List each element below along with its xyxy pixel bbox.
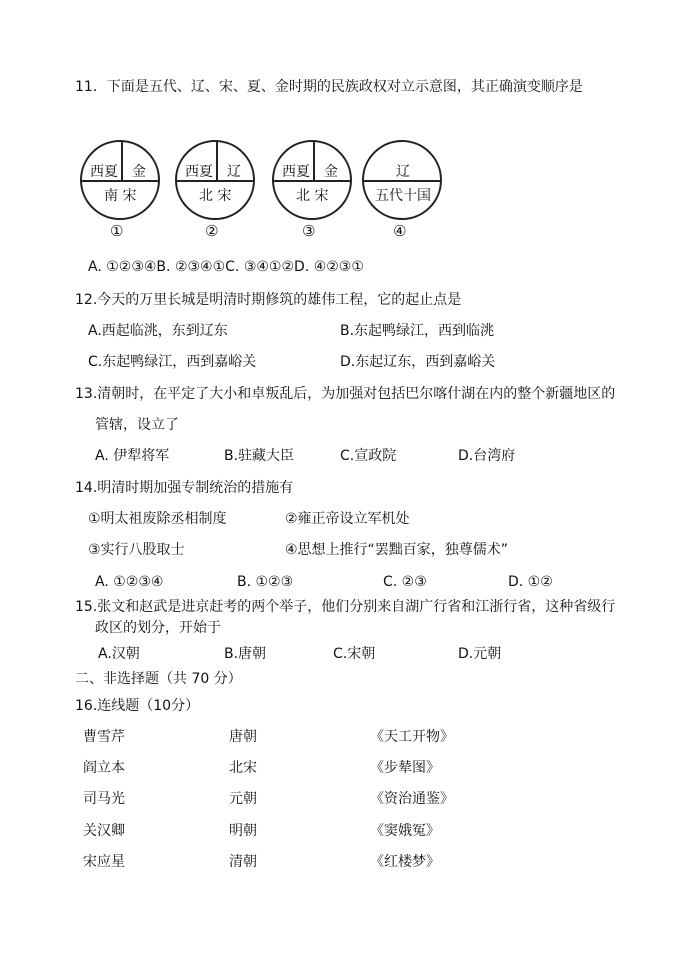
q16-work: 《步辇图》 xyxy=(370,760,440,776)
diagram-3 xyxy=(272,140,352,220)
diagram-3-top-right: 金 xyxy=(324,164,338,180)
q12-option-b: B.东起鸭绿江，西到临洮 xyxy=(340,323,495,339)
q16-person: 曹雪芹 xyxy=(83,729,125,745)
q13-stem-line2: 管辖，设立了 xyxy=(95,417,179,433)
q11-options: A. ①②③④B. ②③④①C. ③④①②D. ④②③① xyxy=(88,259,364,275)
q15-stem-line1: 15.张文和赵武是进京赶考的两个举子，他们分别来自湖广行省和江浙行省，这种省级行 xyxy=(75,599,616,615)
q14-item-4: ④思想上推行“罢黜百家，独尊儒术” xyxy=(285,542,509,558)
q16-person: 关汉卿 xyxy=(83,823,125,839)
q15-option-c: C.宋朝 xyxy=(333,646,376,662)
q16-person: 司马光 xyxy=(83,791,125,807)
q16-dynasty: 北宋 xyxy=(229,760,257,776)
q14-item-1: ①明太祖废除丞相制度 xyxy=(88,511,227,527)
q14-option-a: A. ①②③④ xyxy=(95,574,164,590)
q15-option-b: B.唐朝 xyxy=(224,646,267,662)
diagram-1-top-right: 金 xyxy=(132,164,146,180)
diagram-2 xyxy=(175,140,255,220)
diagram-3-label: ③ xyxy=(302,222,316,240)
q16-dynasty: 明朝 xyxy=(229,823,257,839)
q14-item-3: ③实行八股取士 xyxy=(88,542,185,558)
diagram-4-top: 辽 xyxy=(396,164,410,180)
diagram-4 xyxy=(362,140,442,220)
q13-option-b: B.驻藏大臣 xyxy=(224,448,295,464)
q12-option-a: A.西起临洮，东到辽东 xyxy=(88,323,228,339)
q13-stem-line1: 13.清朝时，在平定了大小和卓叛乱后，为加强对包括巴尔喀什湖在内的整个新疆地区的 xyxy=(75,386,616,402)
q14-option-c: C. ②③ xyxy=(383,574,427,590)
q15-option-a: A.汉朝 xyxy=(98,646,140,662)
q16-work: 《资治通鉴》 xyxy=(370,791,454,807)
diagram-3-bottom: 北 宋 xyxy=(296,188,329,204)
diagram-1-top-left: 西夏 xyxy=(90,164,118,180)
q11-stem: 11．下面是五代、辽、宋、夏、金时期的民族政权对立示意图，其正确演变顺序是 xyxy=(75,79,583,95)
q14-option-d: D. ①② xyxy=(508,574,553,590)
diagram-2-top-left: 西夏 xyxy=(185,164,213,180)
q16-work: 《窦娥冤》 xyxy=(370,823,440,839)
q16-work: 《红楼梦》 xyxy=(370,854,440,870)
diagram-3-top-left: 西夏 xyxy=(282,164,310,180)
diagram-1 xyxy=(80,140,160,220)
q16-person: 阎立本 xyxy=(83,760,125,776)
diagram-4-label: ④ xyxy=(393,222,407,240)
q12-stem: 12.今天的万里长城是明清时期修筑的雄伟工程，它的起止点是 xyxy=(75,292,462,308)
q16-work: 《天工开物》 xyxy=(370,729,454,745)
q14-stem: 14.明清时期加强专制统治的措施有 xyxy=(75,480,294,496)
diagram-2-bottom: 北 宋 xyxy=(199,188,232,204)
q12-option-d: D.东起辽东，西到嘉峪关 xyxy=(340,354,496,370)
diagram-2-label: ② xyxy=(205,222,219,240)
diagram-2-top-right: 辽 xyxy=(227,164,241,180)
q16-dynasty: 元朝 xyxy=(229,791,257,807)
diagram-4-bottom: 五代十国 xyxy=(375,188,431,204)
section-2-heading: 二、非选择题（共 70 分） xyxy=(75,671,242,687)
q12-option-c: C.东起鸭绿江，西到嘉峪关 xyxy=(88,354,257,370)
diagram-1-bottom: 南 宋 xyxy=(104,188,137,204)
q15-option-d: D.元朝 xyxy=(458,646,502,662)
q13-option-c: C.宣政院 xyxy=(340,448,397,464)
q16-stem: 16.连线题（10分） xyxy=(75,698,200,714)
q14-item-2: ②雍正帝设立军机处 xyxy=(285,511,410,527)
q16-dynasty: 清朝 xyxy=(229,854,257,870)
q16-person: 宋应星 xyxy=(83,854,125,870)
q14-option-b: B. ①②③ xyxy=(237,574,294,590)
q16-dynasty: 唐朝 xyxy=(229,729,257,745)
diagram-1-label: ① xyxy=(110,222,124,240)
q15-stem-line2: 政区的划分，开始于 xyxy=(95,620,221,636)
q13-option-d: D.台湾府 xyxy=(458,448,516,464)
q13-option-a: A. 伊犁将军 xyxy=(95,448,170,464)
